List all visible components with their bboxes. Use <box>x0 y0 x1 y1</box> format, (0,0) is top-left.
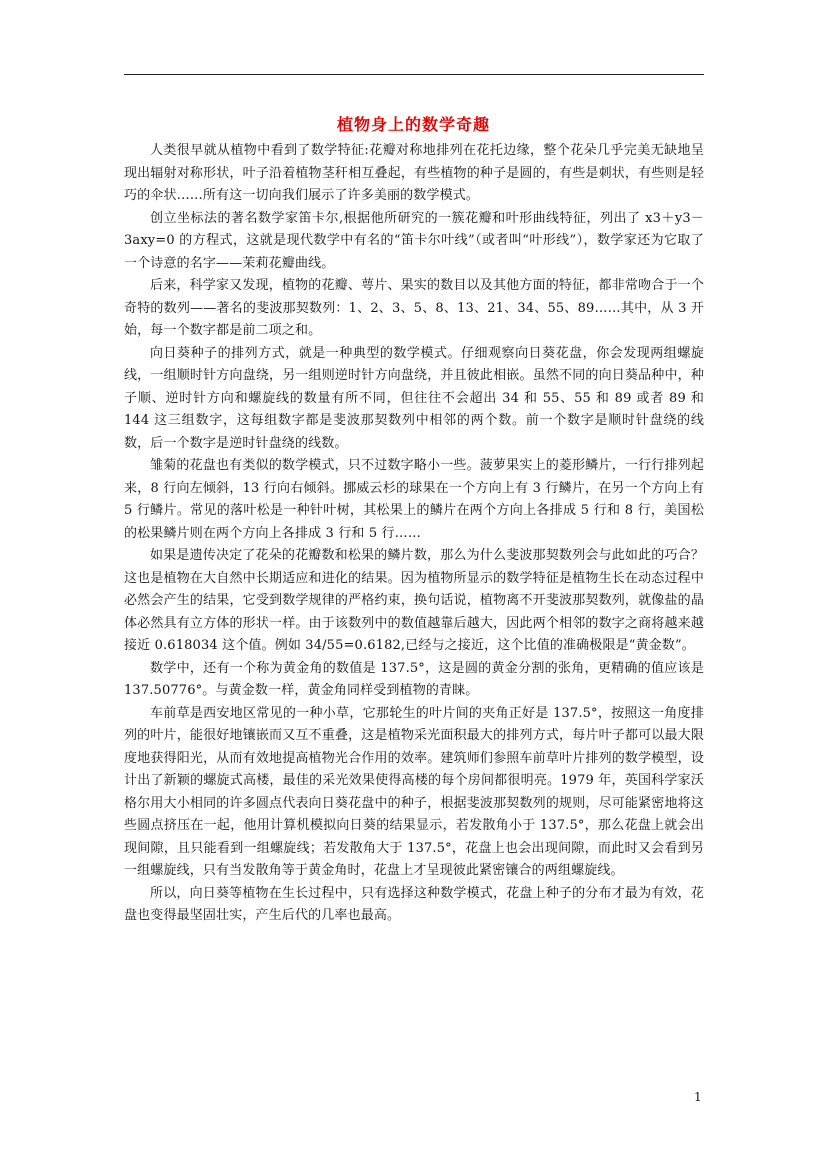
paragraph-1: 人类很早就从植物中看到了数学特征:花瓣对称地排列在花托边缘，整个花朵几乎完美无缺地呈现出辐射对称形状，叶子沿着植物茎秆相互叠起，有些植物的种子是圆的，有些是刺状，有些则是轻巧的伞状……所有这一切向我们展示了许多美丽的数学模式。 <box>124 143 704 203</box>
page-title: 植物身上的数学奇趣 <box>336 115 490 134</box>
article-body <box>124 140 704 928</box>
paragraph-8: 车前草是西安地区常见的一种小草，它那轮生的叶片间的夹角正好是 137.5°，按照这一角度排列的叶片，能很好地镶嵌而又互不重叠，这是植物采光面积最大的排列方式，每片叶子都可以最大限度地获得阳光，从而有效地提高植物光合作用的效率。建筑师们参照车前草叶片排列的数学模型，设计出了新颖的螺旋式高楼，最佳的采光效果使得高楼的每个房间都很明亮。1979 年，英国科学家沃格尔用大小相同的许多圆点代表向日葵花盘中的种子，根据斐波那契数列的规则，尽可能紧密地将这些圆点挤压在一起，他用计算机模拟向日葵的结果显示，若发散角小于 137.5°，那么花盘上就会出现间隙，且只能看到一组螺旋线；若发散角大于 137.5°，花盘上也会出现间隙，而此时又会看到另一组螺旋线，只有当发散角等于黄金角时，花盘上才呈现彼此紧密镶合的两组螺旋线。 <box>124 705 704 878</box>
header-rule <box>124 74 704 75</box>
page-number: 1 <box>694 1090 702 1104</box>
paragraph-7: 数学中，还有一个称为黄金角的数值是 137.5°，这是圆的黄金分割的张角，更精确的值应该是 137.50776°。与黄金数一样，黄金角同样受到植物的青睐。 <box>124 660 704 698</box>
paragraph-6: 如果是遗传决定了花朵的花瓣数和松果的鳞片数，那么为什么斐波那契数列会与此如此的巧合？这也是植物在大自然中长期适应和进化的结果。因为植物所显示的数学特征是植物生长在动态过程中必然会产生的结果，它受到数学规律的严格约束，换句话说，植物离不开斐波那契数列，就像盐的晶体必然具有立方体的形状一样。由于该数列中的数值越靠后越大，因此两个相邻的数字之商将越来越接近 0.618034 这个值。例如 34/55=0.6182,已经与之接近，这个比值的准确极限是“黄金数”。 <box>124 548 704 653</box>
paragraph-4: 向日葵种子的排列方式，就是一种典型的数学模式。仔细观察向日葵花盘，你会发现两组螺旋线，一组顺时针方向盘绕，另一组则逆时针方向盘绕，并且彼此相嵌。虽然不同的向日葵品种中，种子顺、逆时针方向和螺旋线的数量有所不同，但往往不会超出 34 和 55、55 和 89 或者 89 和 144 这三组数字，这每组数字都是斐波那契数列中相邻的两个数。前一个数字是顺时针盘绕的线数，后一个数字是逆时针盘绕的线数。 <box>124 345 704 451</box>
paragraph-5: 雏菊的花盘也有类似的数学模式，只不过数字略小一些。菠萝果实上的菱形鳞片，一行行排列起来，8 行向左倾斜，13 行向右倾斜。挪威云杉的球果在一个方向上有 3 行鳞片，在另一个方向上有 5 行鳞片。常见的落叶松是一种针叶树，其松果上的鳞片在两个方向上各排成 5 行和 8 行，美国松的松果鳞片则在两个方向上各排成 3 行和 5 行…… <box>124 458 704 541</box>
paragraph-2: 创立坐标法的著名数学家笛卡尔,根据他所研究的一簇花瓣和叶形曲线特征，列出了 x3＋y3－3axy=0 的方程式，这就是现代数学中有名的“笛卡尔叶线”（或者叫“叶形线”），数学家还为它取了一个诗意的名字——茉莉花瓣曲线。 <box>124 210 704 271</box>
paragraph-3: 后来，科学家又发现，植物的花瓣、萼片、果实的数目以及其他方面的特征，都非常吻合于一个奇特的数列——著名的斐波那契数列：1、2、3、5、8、13、21、34、55、89……其中，从 3 开始，每一个数字都是前二项之和。 <box>124 278 704 338</box>
paragraph-9: 所以，向日葵等植物在生长过程中，只有选择这种数学模式，花盘上种子的分布才最为有效，花盘也变得最坚固壮实，产生后代的几率也最高。 <box>124 885 704 923</box>
